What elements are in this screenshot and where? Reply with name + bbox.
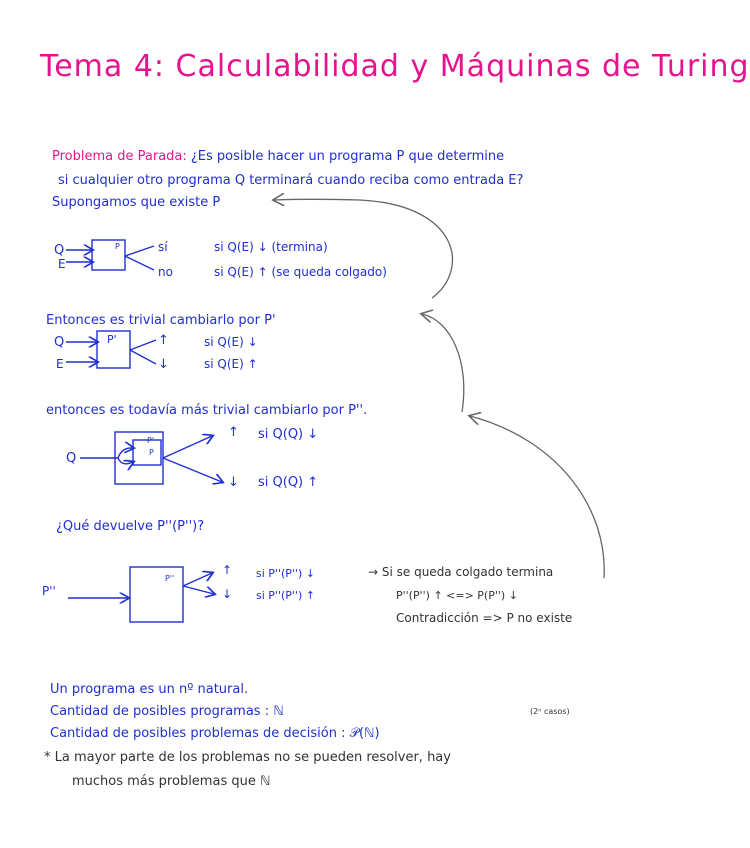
d1-box: [92, 240, 125, 270]
d3-inner-bottom: P: [149, 448, 154, 457]
d2-box: [97, 331, 130, 368]
d3-inner-top: P': [147, 436, 155, 445]
d2-cond-down: si Q(E) ↑: [204, 357, 258, 371]
conclusion-line1: Un programa es un nº natural.: [50, 682, 249, 697]
d4-out-down: ↓: [222, 587, 233, 601]
curve-step2-to-suppose: [274, 199, 452, 298]
d3-split-top: [118, 448, 133, 458]
conclusion-line2: Cantidad de posibles programas : ℕ: [50, 704, 284, 719]
conclusion-line3: Cantidad de posibles problemas de decisión : 𝒫(ℕ): [50, 726, 380, 741]
d3-cond-up: si Q(Q) ↓: [258, 427, 319, 442]
d4-note1: → Si se queda colgado termina: [368, 565, 554, 579]
d4-input: P'': [42, 584, 56, 598]
d3-branch-down: [163, 458, 222, 482]
d2-out-up: ↑: [158, 333, 169, 348]
d1-branch-yes: [125, 246, 154, 256]
d2-input-q: Q: [54, 335, 65, 350]
diagram1-strokes: [66, 240, 154, 270]
d4-box-label: P'': [165, 574, 175, 583]
diagram4-strokes: [68, 567, 214, 622]
d3-split-bottom: [118, 458, 133, 464]
d2-out-down: ↓: [158, 357, 169, 372]
d2-cond-up: si Q(E) ↓: [204, 335, 258, 349]
diagram3-strokes: [80, 432, 222, 484]
step3-text: entonces es todavía más trivial cambiarlo por P''.: [46, 403, 368, 418]
diagram2-strokes: [66, 331, 156, 368]
d4-note3: Contradicción => P no existe: [396, 611, 573, 625]
d3-cond-down: si Q(Q) ↑: [258, 475, 319, 490]
halting-heading: Problema de Parada:: [52, 149, 187, 164]
d1-cond-yes: si Q(E) ↓ (termina): [214, 240, 328, 254]
d2-branch-down: [130, 350, 156, 364]
d2-box-label: P': [107, 333, 117, 346]
d2-input-e: E: [56, 357, 64, 371]
d1-cond-no: si Q(E) ↑ (se queda colgado): [214, 265, 387, 279]
step2-text: Entonces es trivial cambiarlo por P': [46, 313, 276, 328]
d1-input-e: E: [58, 257, 66, 271]
connector-curves: [274, 199, 604, 578]
halting-question-line1: ¿Es posible hacer un programa P que determine: [190, 149, 505, 164]
d4-cond-down: si P''(P'') ↑: [256, 589, 315, 602]
d3-out-down: ↓: [228, 475, 239, 490]
suppose-text: Supongamos que existe P: [52, 195, 221, 210]
d1-input-q: Q: [54, 243, 65, 258]
d1-out-yes: sí: [158, 240, 168, 254]
question-text: ¿Qué devuelve P''(P'')?: [56, 519, 205, 534]
curve-note-to-step3: [470, 416, 604, 578]
d1-out-no: no: [158, 265, 173, 279]
page-title: Tema 4: Calculabilidad y Máquinas de Turing: [40, 49, 750, 84]
d4-out-up: ↑: [222, 563, 233, 577]
d4-branch-up: [183, 573, 212, 586]
d3-out-up: ↑: [228, 425, 239, 440]
d3-branch-up: [163, 436, 212, 458]
d2-branch-up: [130, 340, 156, 350]
d4-box: [130, 567, 183, 622]
curve-step3-to-step2: [422, 314, 464, 412]
d4-cond-up: si P''(P'') ↓: [256, 567, 315, 580]
d3-inner-box: [133, 440, 161, 465]
d3-input-q: Q: [66, 451, 77, 466]
d4-branch-down: [183, 586, 214, 594]
conclusion-line4: * La mayor parte de los problemas no se pueden resolver, hay: [44, 750, 451, 765]
d4-note2: P''(P'') ↑ <=> P(P'') ↓: [396, 589, 518, 602]
d1-box-label: P: [115, 242, 120, 251]
d1-branch-no: [125, 256, 154, 270]
conclusion-line5: muchos más problemas que ℕ: [72, 774, 271, 789]
conclusion-line2-note: (2ⁿ casos): [530, 707, 570, 716]
halting-question-line2: si cualquier otro programa Q terminará cuando reciba como entrada E?: [58, 173, 524, 188]
